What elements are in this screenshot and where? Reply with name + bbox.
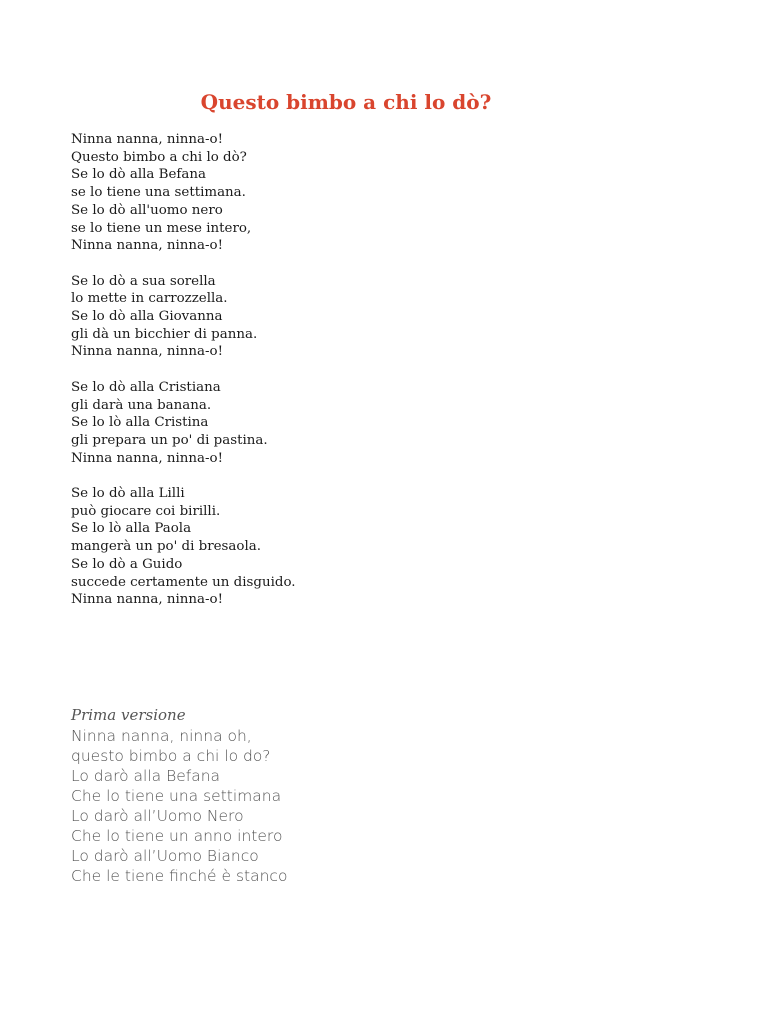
poem-line: Se lo dò alla Befana: [71, 167, 206, 183]
poem-line: Ninna nanna, ninna-o!: [71, 450, 223, 466]
stanza-2: [71, 273, 671, 362]
poem-line: Ninna nanna, ninna-o!: [71, 592, 223, 608]
poem-line: Ninna nanna, ninna-o!: [71, 132, 223, 147]
poem-line: lo mette in carrozzella.: [71, 291, 228, 307]
poem-line: Se lo dò alla Cristiana: [71, 379, 221, 395]
poem-line: se lo tiene un mese intero,: [71, 220, 252, 236]
version-heading: Prima versione: [71, 706, 186, 724]
poem-line: gli darà una banana.: [71, 397, 212, 413]
version-line: questo bimbo a chi lo do?: [71, 747, 271, 765]
version-line: Lo darò all’Uomo Nero: [71, 807, 244, 825]
alternate-version: [71, 705, 671, 886]
poem-line: Se lo dò alla Lilli: [71, 486, 185, 502]
poem-title: Questo bimbo a chi lo dò?: [200, 90, 492, 114]
version-line: Che lo tiene una settimana: [71, 787, 282, 805]
poem-line: gli prepara un po' di pastina.: [71, 432, 268, 448]
poem-line: Questo bimbo a chi lo dò?: [71, 149, 247, 165]
poem-line: Se lo dò alla Giovanna: [71, 309, 223, 325]
poem-line: Se lo dò a Guido: [71, 556, 183, 572]
poem-body: [71, 131, 671, 627]
poem-line: mangerà un po' di bresaola.: [71, 539, 261, 555]
poem-line: gli dà un bicchier di panna.: [71, 326, 258, 342]
version-line: Che le tiene finché è stanco: [71, 867, 288, 885]
version-line: Ninna nanna, ninna oh,: [71, 727, 252, 745]
poem-line: può giocare coi birilli.: [71, 503, 221, 519]
version-line: Lo darò alla Befana: [71, 767, 221, 785]
version-line: Che lo tiene un anno intero: [71, 827, 283, 845]
stanza-1: [71, 131, 671, 255]
poem-line: succede certamente un disguido.: [71, 574, 296, 590]
poem-line: se lo tiene una settimana.: [71, 185, 246, 201]
poem-line: Se lo lò alla Paola: [71, 521, 192, 537]
poem-line: Se lo lò alla Cristina: [71, 415, 209, 431]
poem-line: Se lo dò all'uomo nero: [71, 202, 223, 218]
version-line: Lo darò all’Uomo Bianco: [71, 847, 259, 865]
stanza-3: [71, 379, 671, 468]
poem-line: Se lo dò a sua sorella: [71, 273, 216, 289]
poem-line: Ninna nanna, ninna-o!: [71, 344, 223, 360]
poem-line: Ninna nanna, ninna-o!: [71, 238, 223, 254]
stanza-4: [71, 485, 671, 609]
